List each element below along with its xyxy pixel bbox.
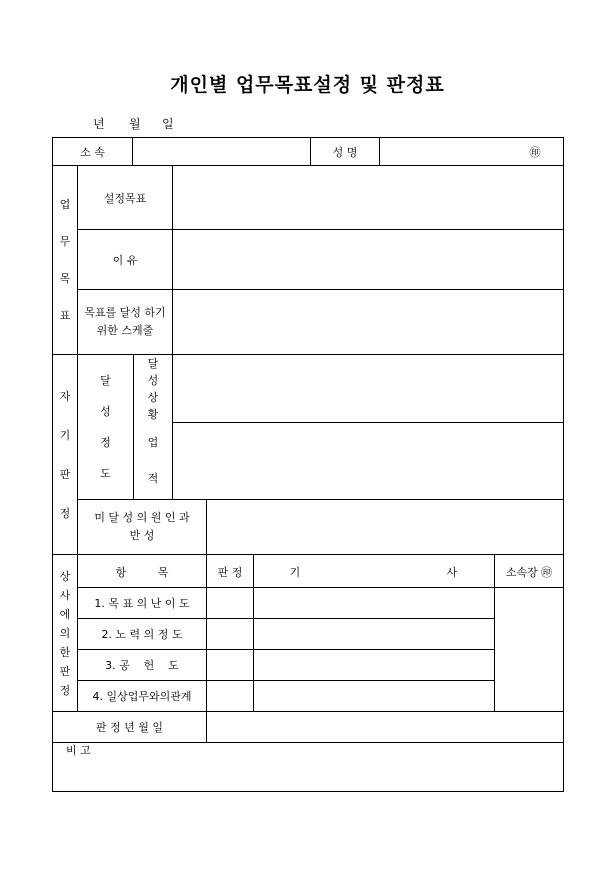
schedule-label: 목표를 달성 하기 위한 스케줄 — [84, 306, 166, 337]
date-year-label: 년 — [93, 117, 105, 131]
column-header-note-ki: 기 — [289, 566, 301, 579]
section-goals-label: 업 무 목 표 — [59, 198, 71, 322]
unachieved-reflection-field[interactable] — [207, 500, 563, 554]
criteria-item: 1. 목 표 의 난 이 도 — [94, 597, 190, 610]
column-header-note-sa: 사 — [446, 566, 458, 579]
criteria-item: 3. 공 헌 도 — [105, 659, 179, 672]
achievement-status-label: 달 성 상 황 — [147, 356, 159, 421]
judgement-field[interactable] — [207, 681, 253, 711]
date-month-label: 월 — [129, 117, 141, 131]
achievement-degree-label: 달 성 정 도 — [100, 374, 111, 480]
set-goal-label: 설정목표 — [103, 192, 147, 205]
reason-label: 이 유 — [112, 253, 138, 267]
column-header-chief-seal: 소속장 ㊞ — [505, 566, 553, 579]
achievement-status-field[interactable] — [173, 355, 563, 422]
criteria-item: 2. 노 력 의 정 도 — [101, 628, 183, 641]
judgement-field[interactable] — [207, 619, 253, 649]
note-field[interactable] — [254, 650, 494, 680]
schedule-field[interactable] — [173, 290, 563, 354]
judgement-date-field[interactable] — [207, 712, 563, 742]
note-field[interactable] — [254, 588, 494, 618]
remarks-label: 비 고 — [66, 744, 91, 757]
judgement-field[interactable] — [207, 650, 253, 680]
criteria-item: 4. 일상업무와의관계 — [92, 690, 192, 703]
column-header-item: 항 목 — [115, 566, 169, 579]
judgement-field[interactable] — [207, 588, 253, 618]
set-goal-field[interactable] — [173, 166, 563, 229]
document-title: 개인별 업무목표설정 및 판정표 — [170, 74, 445, 96]
performance-field[interactable] — [173, 423, 563, 499]
seal-icon: ㊞ — [529, 145, 541, 159]
section-self-label: 자 기 판 정 — [59, 390, 71, 520]
note-field[interactable] — [254, 619, 494, 649]
affiliation-label: 소 속 — [80, 145, 105, 159]
judgement-date-label: 판 정 년 월 일 — [95, 721, 164, 734]
chief-seal-field[interactable] — [495, 588, 563, 711]
performance-label: 업 적 — [147, 436, 159, 485]
section-superior-label: 상 사 에 의 한 판 정 — [59, 569, 71, 697]
name-label: 성 명 — [332, 145, 358, 159]
note-field[interactable] — [254, 681, 494, 711]
affiliation-field[interactable] — [133, 138, 310, 165]
remarks-field[interactable] — [53, 758, 563, 790]
date-day-label: 일 — [162, 117, 174, 131]
unachieved-reflection-label: 미 달 성 의 원 인 과 반 성 — [94, 511, 190, 542]
reason-field[interactable] — [173, 230, 563, 289]
column-header-judgement: 판 정 — [217, 566, 243, 579]
